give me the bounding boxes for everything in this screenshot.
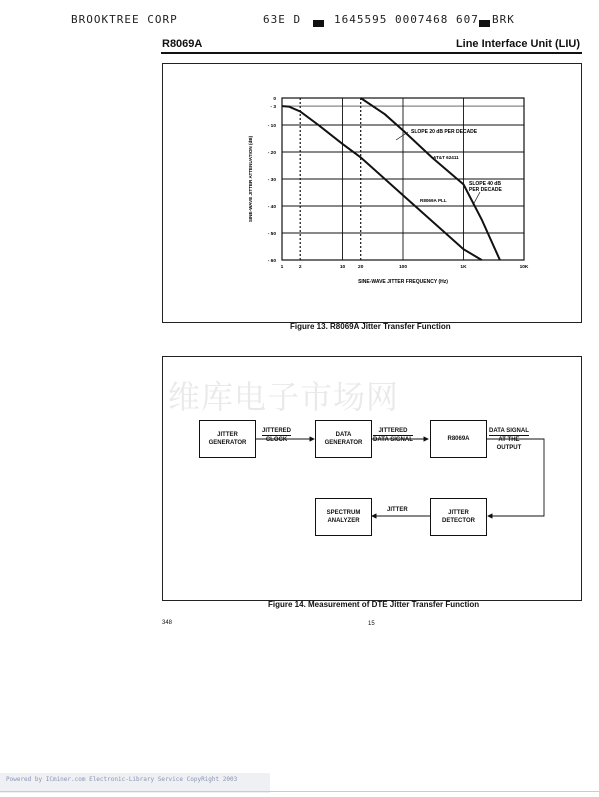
y-tick-label: - 40	[267, 205, 276, 210]
annotation-slope-20: SLOPE 20 dB PER DECADE	[411, 129, 478, 135]
page-title: Line Interface Unit (LIU)	[455, 38, 580, 50]
scan-code-right: BRK	[492, 13, 515, 26]
x-tick-label: 10K	[519, 265, 529, 270]
block-label: DATA	[335, 432, 352, 438]
watermark-text: 维库电子市场网	[168, 378, 400, 416]
label-jitter: JITTER	[387, 507, 408, 513]
figure14-diagram	[162, 356, 580, 599]
figure13-chart	[240, 90, 540, 290]
block-label: SPECTRUM	[326, 510, 361, 516]
scan-company: BROOKTREE CORP	[71, 13, 178, 26]
site-footer: Powered by ICminer.com Electronic-Library Service CopyRight 2003	[0, 773, 270, 793]
y-tick-label: - 10	[267, 124, 276, 129]
x-tick-label: 1K	[460, 265, 467, 270]
scan-code-mid: 1645595 0007468 607	[334, 13, 479, 26]
bottom-border	[0, 791, 599, 792]
y-tick-label: - 20	[267, 151, 276, 156]
y-tick-label: - 60	[267, 259, 276, 264]
label-jittered-clock: JITTERED CLOCK	[262, 428, 292, 443]
y-tick-label: - 3	[270, 105, 276, 111]
x-tick-label: 2	[298, 265, 302, 270]
label-jittered-data-signal: JITTERED DATA SIGNAL	[373, 428, 413, 443]
x-axis-label: SINE-WAVE JITTER FREQUENCY (Hz)	[358, 279, 448, 285]
x-tick-label: 20	[358, 265, 364, 270]
block-label: DETECTOR	[442, 518, 475, 524]
part-number: R8069A	[162, 38, 203, 50]
y-tick-label: - 30	[267, 178, 276, 183]
y-axis-label: SINE-WAVE JITTER ATTENUATION (dB)	[248, 135, 253, 223]
annotation-leader-slope40	[473, 192, 480, 205]
block-label: GENERATOR	[324, 440, 363, 446]
page-number-left: 348	[162, 620, 173, 626]
block-label: GENERATOR	[208, 440, 247, 446]
y-tick-label: 0	[273, 97, 276, 102]
block-label: JITTER	[448, 510, 469, 516]
block-r8069a	[430, 420, 487, 458]
scan-block-mark-2	[479, 15, 490, 33]
label-data-signal-output: DATA SIGNAL AT THE OUTPUT	[489, 428, 529, 451]
x-tick-label: 1	[280, 265, 284, 270]
chart-grid	[282, 98, 524, 260]
annotation-att: AT&T 62411	[433, 155, 459, 160]
annotation-slope-40-line2: PER DECADE	[469, 187, 502, 193]
block-data-generator	[315, 420, 372, 458]
annotation-r8069a-pll: R8069A PLL	[420, 198, 447, 203]
figure13-caption: Figure 13. R8069A Jitter Transfer Function	[290, 322, 451, 331]
scan-block-mark	[313, 15, 324, 33]
block-label: ANALYZER	[327, 518, 360, 524]
annotation-leader-slope20	[396, 132, 408, 140]
block-label: JITTER	[217, 432, 238, 438]
block-jitter-generator	[199, 420, 256, 458]
header-rule	[161, 52, 582, 54]
scan-code-left: 63E D	[263, 13, 302, 26]
y-tick-label: - 50	[267, 232, 276, 237]
figure14-caption: Figure 14. Measurement of DTE Jitter Transfer Function	[268, 600, 480, 609]
x-tick-label: 100	[398, 265, 408, 270]
x-tick-label: 10	[339, 265, 346, 270]
page-number-center: 15	[368, 621, 375, 627]
annotation-slope-40-line1: SLOPE 40 dB	[469, 181, 501, 187]
block-jitter-detector	[430, 498, 487, 536]
block-spectrum-analyzer	[315, 498, 372, 536]
block-label: R8069A	[447, 436, 470, 442]
